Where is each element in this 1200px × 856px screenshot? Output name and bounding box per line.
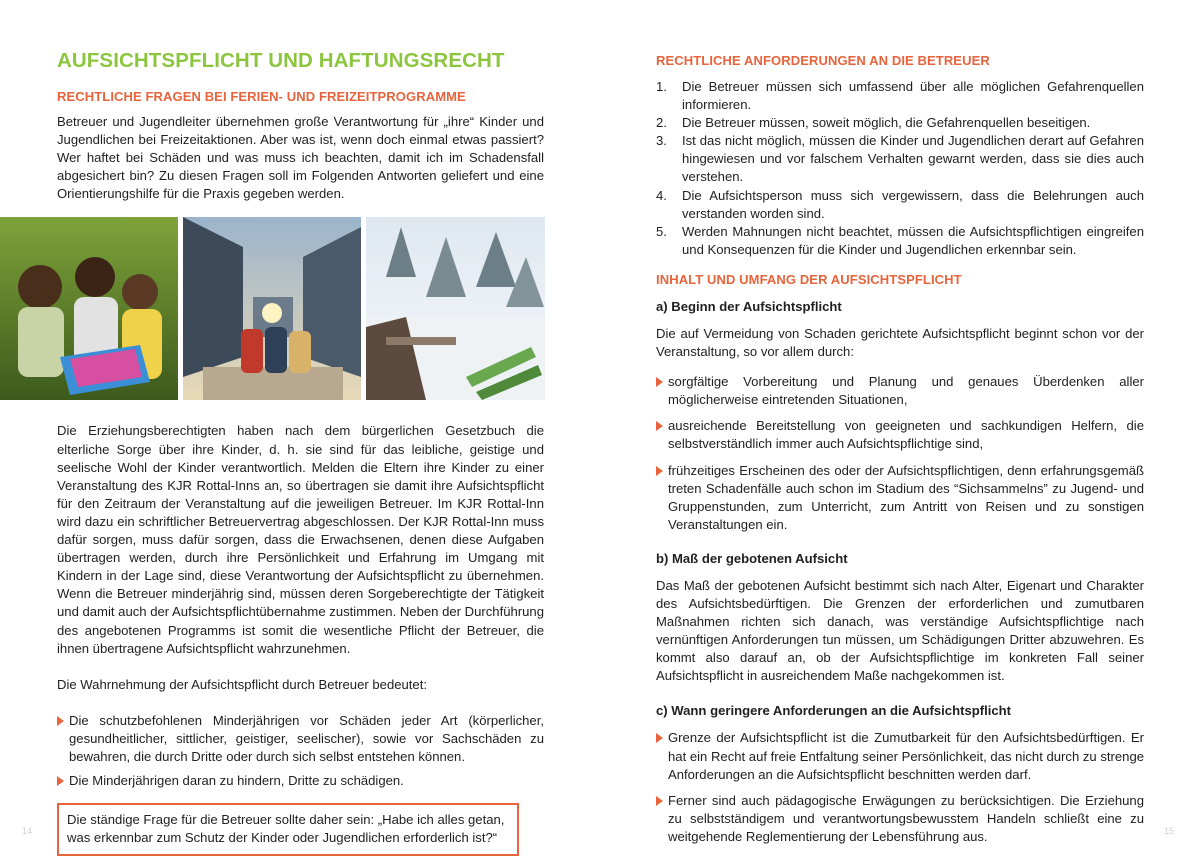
key-question-box (57, 803, 519, 856)
list-item: 1. Die Betreuer müssen sich umfassend über alle möglichen Gefahrenquellen informieren. (656, 79, 1144, 113)
meaning-intro: Die Wahrnehmung der Aufsichtspflicht durch Betreuer bedeutet: (57, 676, 427, 692)
right-page (656, 52, 1144, 846)
list-item: sorgfältige Vorbereitung und Planung und genaues Überdenken aller möglicherweise eintretenden Situationen, (656, 373, 1144, 409)
list-item: ausreichende Bereitstellung von geeigneten und sachkundigen Helfern, die selbstverständlich immer auch Aufsichtspflichtige sind, (656, 417, 1144, 453)
intro-heading: RECHTLICHE FRAGEN BEI FERIEN- UND FREIZEITPROGRAMME (57, 89, 466, 104)
list-item: frühzeitiges Erscheinen des oder der Aufsichtspflichtigen, denn erfahrungsgemäß treten Schadenfälle auch schon im Stadium des “Sichsammelns” zu Jugend- und Gruppenstunden, zum Unterricht, zum Antritt von Reisen und zu sonstigen Veranstaltungen ein. (656, 462, 1144, 534)
list-item: 2. Die Betreuer müssen, soweit möglich, die Gefahrenquellen beseitigen. (656, 115, 1091, 131)
snowy-forest-photo (366, 217, 545, 400)
bullet-arrow-icon (57, 716, 64, 726)
bullet-arrow-icon (656, 466, 663, 476)
list-item: Die Minderjährigen daran zu hindern, Dritte zu schädigen. (57, 772, 544, 790)
subsection-b-heading: b) Maß der gebotenen Aufsicht (656, 550, 848, 566)
bullet-arrow-icon (656, 421, 663, 431)
subsection-a-text: Die auf Vermeidung von Schaden gerichtete Aufsichtspflicht beginnt schon vor der Veranstaltung, so vor allem durch: (656, 325, 1144, 360)
bullet-arrow-icon (656, 733, 663, 743)
requirements-list (656, 78, 1144, 259)
list-item: 5. Werden Mahnungen nicht beachtet, müssen die Aufsichtspflichtigen eingreifen und Konsequenzen für die Kinder und Jugendlichen erkennbar sein. (656, 223, 1144, 257)
list-item: Die schutzbefohlenen Minderjährigen vor Schäden jeder Art (körperlicher, gesundheitlicher, sittlicher, geistiger, seelischer), sowie vor Sachschäden zu bewahren, die durch Dritte oder durch sich selbst entstehen können. (57, 712, 544, 766)
intro-paragraph: Betreuer und Jugendleiter übernehmen große Verantwortung für „ihre“ Kinder und Jugendlichen bei Freizeitaktionen. Aber was ist, wenn doch einmal etwas passiert? Wer haftet bei Schäden und was muss ich beachten, damit ich im Schadensfall abgesichert bin? Zu diesen Fragen soll im Folgenden Antworten geliefert und eine Orientierungshilfe für die Praxis gegeben werden. (57, 114, 544, 202)
city-teens-photo (183, 217, 361, 400)
left-page (57, 48, 544, 856)
page-title: AUFSICHTSPFLICHT UND HAFTUNGSRECHT (57, 49, 505, 72)
subsection-b-text: Das Maß der gebotenen Aufsicht bestimmt sich nach Alter, Eigenart und Charakter des Aufsichtsbedürftigen. Die Grenzen der erforderlichen und zumutbaren Maßnahmen richten sich danach, was verständige Aufsichtspflichtige nach vernünftigen Anforderungen tun müssen, um Schädigungen Dritter abzuwehren. Es kommt also darauf an, ob der Aufsichtspflichtige im konkreten Fall seiner Aufsichtspflicht in ausreichendem Maße nachgekommen ist. (656, 577, 1144, 684)
key-question-text: Die ständige Frage für die Betreuer sollte daher sein: „Habe ich alles getan, was erkennbar zum Schutz der Kinder oder Jugendlichen erforderlich ist?“ (67, 812, 505, 846)
subsection-a-heading: a) Beginn der Aufsichtspflicht (656, 298, 842, 314)
children-reading-photo (0, 217, 178, 400)
list-item: Grenze der Aufsichtspflicht ist die Zumutbarkeit für den Aufsichtsbedürftigen. Er hat ein Recht auf freie Entfaltung seiner Persönlichkeit, das nicht durch zu strenge Anforderungen an die Aufsichtspflicht beschnitten werden darf. (656, 729, 1144, 783)
subsection-c-heading: c) Wann geringere Anforderungen an die Aufsichtspflicht (656, 703, 1012, 719)
bullet-arrow-icon (656, 377, 663, 387)
list-item: Ferner sind auch pädagogische Erwägungen zu berücksichtigen. Die Erziehung zu selbstständigem und verantwortungsbewusstem Handeln schließt eine zu weitgehende Reglementierung der Lebensführung aus. (656, 792, 1144, 846)
bullet-arrow-icon (656, 796, 663, 806)
scope-heading: INHALT UND UMFANG DER AUFSICHTSPFLICHT (656, 271, 962, 287)
bullet-arrow-icon (57, 776, 64, 786)
page-number-left: 14 (22, 826, 33, 836)
photo-strip (0, 217, 545, 400)
requirements-heading: RECHTLICHE ANFORDERUNGEN AN DIE BETREUER (656, 53, 990, 68)
page-number-right: 15 (1164, 826, 1175, 836)
list-item: 4. Die Aufsichtsperson muss sich vergewissern, dass die Belehrungen auch verstanden worden sind. (656, 187, 1144, 221)
main-paragraph: Die Erziehungsberechtigten haben nach dem bürgerlichen Gesetzbuch die elterliche Sorge über ihre Kinder, d. h. sie sind für das leibliche, geistige und seelische Wohl der Kinder verantwortlich. Melden die Eltern ihre Kinder zu einer Veranstaltung des KJR Rottal-Inns an, so übertragen sie damit ihre Aufsichtspflicht für den Zeitraum der Veranstaltung auf die jeweiligen Betreuer. Im KJR Rottal-Inn wird dazu ein schriftlicher Betreuervertrag abgeschlossen. Der KJR Rottal-Inn muss dafür sorgen, muss dafür sorgen, dass die Erwachsenen, denen diese Aufgaben übertragen werden, durch ihre Persönlichkeit und Erfahrung im Umgang mit Kindern in der Lage sind, diese Verantwortung der Aufsichtspflicht zu übernehmen. Wenn die Betreuer minderjährig sind, müssen deren Sorgeberechtigte der Tätigkeit und damit auch der Aufsichtspflichtübernahme zustimmen. Neben der Durchführung des angebotenen Programms ist somit die wesentliche Pflicht der Betreuer, die ihnen übertragene Aufsichtspflicht wahrzunehmen. (57, 423, 544, 656)
list-item: 3. Ist das nicht möglich, müssen die Kinder und Jugendlichen derart auf Gefahren hingewiesen und vor falschem Verhalten gewarnt werden, dass sie dies auch verstehen. (656, 133, 1144, 185)
